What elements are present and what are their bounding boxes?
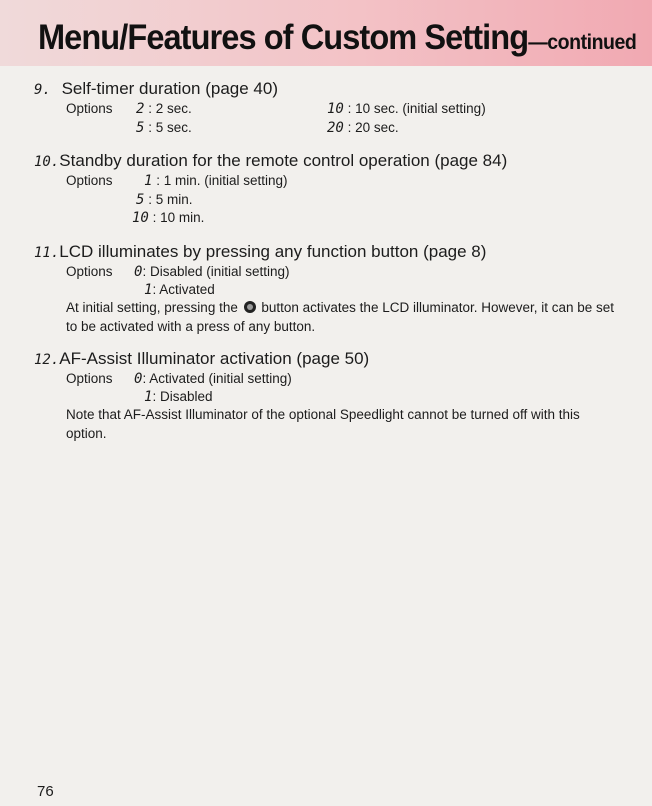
page-title [38,18,636,58]
option-text: : Disabled [152,389,213,404]
option-text: : 2 sec. [148,101,192,116]
option-code: 5 [136,192,145,208]
option-code: 5 [136,120,145,136]
option-code: 10 [132,210,149,226]
note-text-before: At initial setting, pressing the [66,300,238,315]
section-remote-standby [34,151,624,231]
section-lcd-illumination [34,242,624,338]
option-text: : Activated (initial setting) [142,371,292,386]
options-label: Options [66,264,113,279]
section-number: 9. [34,82,51,98]
section-title [34,242,624,263]
page-number: 76 [37,783,54,800]
section-heading: Self-timer duration (page 40) [61,79,278,98]
section-title [34,151,624,172]
option-item [136,191,192,209]
option-item [134,370,292,388]
option-item [144,172,288,190]
option-item [132,209,204,227]
option-item [144,388,212,406]
option-code: 0 [134,264,143,280]
page-header [0,0,652,66]
option-text: : 5 sec. [148,120,192,135]
options-label: Options [66,173,113,188]
section-heading: AF-Assist Illuminator activation (page 50) [59,349,370,368]
section-title [34,349,624,370]
option-text: : 10 sec. (initial setting) [347,101,486,116]
option-code: 1 [144,282,153,298]
option-text: : 20 sec. [347,120,399,135]
section-heading: LCD illuminates by pressing any function button (page 8) [59,242,487,261]
option-item [136,100,192,118]
options-label: Options [66,101,113,116]
option-code: 0 [134,371,143,387]
note-text-after: button activates the LCD illuminator. However, it can be set to be activated with a press of any button. [66,300,615,334]
option-item [136,119,192,137]
option-code: 1 [144,389,153,405]
page-title-suffix: —continued [528,31,637,54]
section-heading: Standby duration for the remote control operation (page 84) [59,151,508,170]
option-item [327,119,399,137]
option-text: : Disabled (initial setting) [142,264,290,279]
option-text: : Activated [152,282,215,297]
section-note [66,298,624,336]
option-item [327,100,486,118]
section-number: 10. [34,154,60,170]
section-number: 12. [34,352,60,368]
page-title-text: Menu/Features of Custom Setting [38,18,529,57]
section-note: Note that AF-Assist Illuminator of the optional Speedlight cannot be turned off with this option. [66,407,580,441]
section-title [34,79,624,100]
option-code: 20 [327,120,344,136]
option-code: 2 [136,101,145,117]
option-code: 1 [144,173,153,189]
lcd-illuminator-button-icon [244,301,256,313]
section-number: 11. [34,245,60,261]
option-text: : 10 min. [152,210,205,225]
option-text: : 5 min. [148,192,193,207]
option-item [134,263,290,281]
option-item [144,281,215,299]
option-text: : 1 min. (initial setting) [156,173,288,188]
options-label: Options [66,371,113,386]
section-self-timer [34,79,624,139]
option-code: 10 [327,101,344,117]
section-af-assist [34,349,624,445]
